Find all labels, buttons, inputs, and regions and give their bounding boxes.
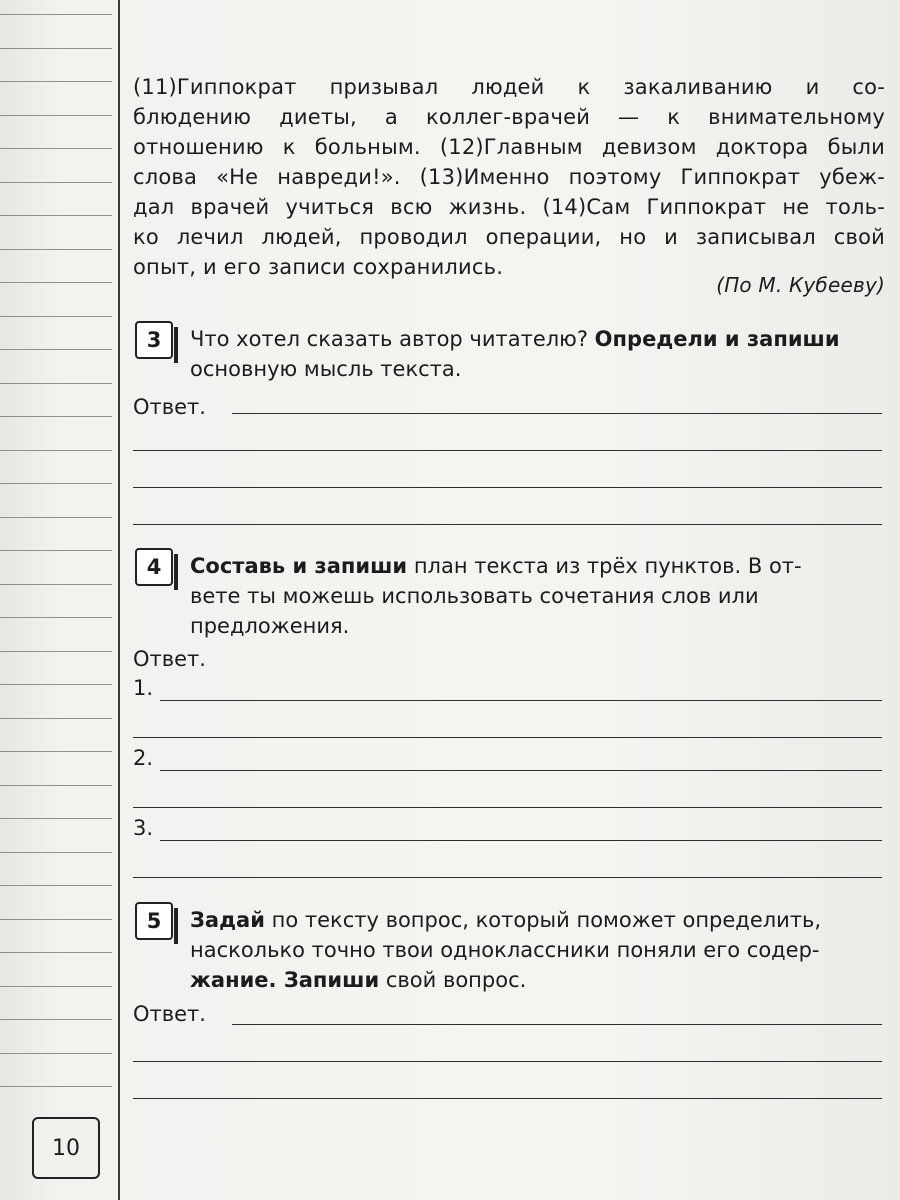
- answer-line[interactable]: [160, 770, 882, 771]
- margin-rule-line: [0, 684, 112, 685]
- answer-line[interactable]: [232, 413, 882, 414]
- margin-rule-line: [0, 249, 112, 250]
- task-5-text: свой вопрос.: [379, 968, 527, 992]
- passage: [133, 72, 885, 282]
- margin-rule-line: [0, 115, 112, 116]
- answer-line[interactable]: [133, 1061, 882, 1062]
- task-4-instruction: Составь и запиши: [190, 554, 408, 578]
- task-5-instruction: Запиши: [283, 968, 380, 992]
- margin-rule-line: [0, 483, 112, 484]
- answer-line[interactable]: [133, 450, 882, 451]
- margin-rule-line: [0, 182, 112, 183]
- plan-item-number: 3.: [133, 816, 154, 840]
- answer-line[interactable]: [133, 877, 882, 878]
- margin-rule-line: [0, 818, 112, 819]
- margin-rule-line: [0, 81, 112, 82]
- margin-rule-line: [0, 1086, 112, 1087]
- margin-rule-line: [0, 450, 112, 451]
- margin-rule-line: [0, 919, 112, 920]
- margin-rule-line: [0, 14, 112, 15]
- task-4-text: вете ты можешь использовать сочетания слов или: [190, 584, 759, 608]
- passage-line: блюдению диеты, а коллег-врачей — к внимательному: [133, 105, 885, 129]
- plan-item-number: 1.: [133, 676, 154, 700]
- passage-line: отношению к больным. (12)Главным девизом доктора были: [133, 135, 885, 159]
- margin-rule-line: [0, 349, 112, 350]
- margin-rule-line: [0, 852, 112, 853]
- answer-label: Ответ.: [133, 1002, 206, 1026]
- margin-rule-line: [0, 1053, 112, 1054]
- margin-rule-line: [0, 316, 112, 317]
- margin-rule-line: [0, 584, 112, 585]
- passage-line: (11)Гиппократ призывал людей к закаливанию и со-: [133, 75, 885, 99]
- margin-rule-line: [0, 651, 112, 652]
- margin-rule-line: [0, 718, 112, 719]
- margin-rule-line: [0, 416, 112, 417]
- task-number-4: 4: [135, 548, 173, 586]
- answer-line[interactable]: [160, 840, 882, 841]
- margin-rule-line: [0, 48, 112, 49]
- answer-line[interactable]: [133, 737, 882, 738]
- margin-border: [118, 0, 120, 1200]
- answer-label: Ответ.: [133, 647, 206, 671]
- answer-line[interactable]: [133, 807, 882, 808]
- margin-rule-line: [0, 148, 112, 149]
- task-3-text: основную мысль текста.: [190, 357, 462, 381]
- task-5-instruction: Задай: [190, 908, 265, 932]
- margin-rule-line: [0, 952, 112, 953]
- answer-line[interactable]: [133, 487, 882, 488]
- plan-item-number: 2.: [133, 746, 154, 770]
- task-number-3: 3: [135, 321, 173, 359]
- passage-source: (По М. Кубееву): [716, 273, 885, 297]
- margin-rule-line: [0, 617, 112, 618]
- passage-line: ко лечил людей, проводил операции, но и записывал свой: [133, 225, 885, 249]
- margin-rule-line: [0, 215, 112, 216]
- task-5-prompt: [190, 905, 885, 995]
- task-number-5: 5: [135, 902, 173, 940]
- margin-rule-line: [0, 986, 112, 987]
- task-3-text: Что хотел сказать автор читателю?: [190, 327, 595, 351]
- answer-label: Ответ.: [133, 395, 206, 419]
- margin-rule-line: [0, 785, 112, 786]
- margin-rule-line: [0, 517, 112, 518]
- answer-line[interactable]: [160, 700, 882, 701]
- margin-rule-line: [0, 282, 112, 283]
- passage-line: слова «Не навреди!». (13)Именно поэтому Гиппократ убеж-: [133, 165, 885, 189]
- margin-rule-line: [0, 1019, 112, 1020]
- passage-line: дал врачей учиться всю жизнь. (14)Сам Гиппократ не толь-: [133, 195, 885, 219]
- answer-line[interactable]: [133, 524, 882, 525]
- margin-rule-line: [0, 751, 112, 752]
- task-5-text: по тексту вопрос, который поможет определить,: [264, 908, 822, 932]
- task-3-prompt: [190, 324, 885, 384]
- task-3-instruction: Определи и запиши: [594, 327, 840, 351]
- task-4-text: предложения.: [190, 614, 350, 638]
- margin-rule-line: [0, 885, 112, 886]
- task-4-text: план текста из трёх пунктов. В от-: [407, 554, 802, 578]
- page-number: 10: [32, 1117, 100, 1179]
- margin-rule-line: [0, 383, 112, 384]
- notes-margin: [0, 0, 118, 1200]
- answer-line[interactable]: [133, 1098, 882, 1099]
- passage-line: опыт, и его записи сохранились.: [133, 255, 504, 279]
- margin-rule-line: [0, 550, 112, 551]
- answer-line[interactable]: [232, 1024, 882, 1025]
- task-5-instruction: жание.: [190, 968, 284, 992]
- task-4-prompt: [190, 551, 885, 641]
- task-5-text: насколько точно твои одноклассники поняли его содер-: [190, 938, 820, 962]
